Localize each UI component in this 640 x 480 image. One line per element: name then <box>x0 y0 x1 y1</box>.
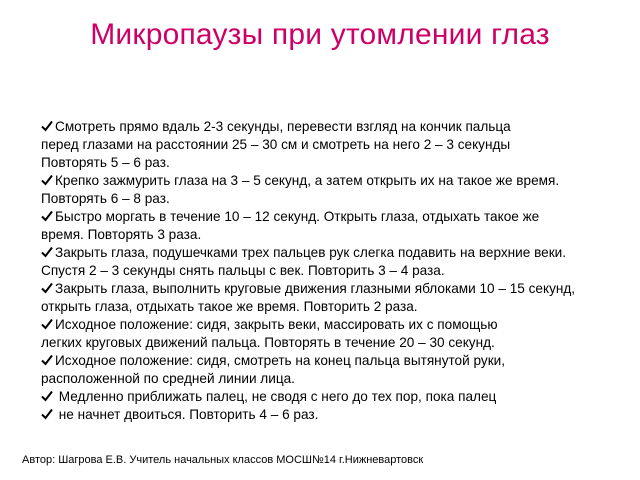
check-mark-icon <box>41 246 53 258</box>
check-mark-icon <box>41 318 53 330</box>
author-credit: Автор: Шагрова Е.В. Учитель начальных классов МОСШ№14 г.Нижневартовск <box>22 454 424 466</box>
exercise-1-line-2: перед глазами на расстоянии 25 – 30 см и смотреть на него 2 – 3 секунды <box>41 137 511 152</box>
exercise-item-9 <box>41 406 636 424</box>
exercise-item-2 <box>41 172 636 208</box>
exercise-item-4 <box>41 244 636 280</box>
check-mark-icon <box>41 174 53 186</box>
check-mark-icon <box>41 210 53 222</box>
exercise-list <box>41 118 636 424</box>
exercise-1-line-3: Повторять 5 – 6 раз. <box>41 155 170 170</box>
exercise-4-line-1: Закрыть глаза, подушечками трех пальцев рук слегка подавить на верхние веки. <box>55 245 567 260</box>
exercise-1-line-1: Смотреть прямо вдаль 2-3 секунды, перевести взгляд на кончик пальца <box>55 119 511 134</box>
check-mark-icon <box>41 354 53 366</box>
exercise-item-5 <box>41 280 636 316</box>
exercise-6-line-1: Исходное положение: сидя, закрыть веки, массировать их с помощью <box>55 317 498 332</box>
exercise-8-line-1: Медленно приближать палец, не сводя с него до тех пор, пока палец <box>55 389 497 404</box>
exercise-6-line-2: легких круговых движений пальца. Повторять в течение 20 – 30 секунд. <box>41 335 495 350</box>
exercise-5-line-2: открыть глаза, отдыхать такое же время. Повторить 2 раза. <box>41 299 418 314</box>
check-mark-icon <box>41 282 53 294</box>
check-mark-icon <box>41 408 53 420</box>
exercise-item-3 <box>41 208 636 244</box>
exercise-7-line-1: Исходное положение: сидя, смотреть на конец пальца вытянутой руки, <box>55 353 506 368</box>
exercise-5-line-1: Закрыть глаза, выполнить круговые движения глазными яблоками 10 – 15 секунд, <box>55 281 576 296</box>
exercise-4-line-2: Спустя 2 – 3 секунды снять пальцы с век. Повторить 3 – 4 раза. <box>41 263 445 278</box>
exercise-item-7 <box>41 352 636 388</box>
exercise-item-8 <box>41 388 636 406</box>
check-mark-icon <box>41 120 53 132</box>
check-mark-icon <box>41 390 53 402</box>
exercise-7-line-2: расположенной по средней линии лица. <box>41 371 295 386</box>
slide-title: Микропаузы при утомлении глаз <box>90 18 550 51</box>
exercise-9-line-1: не начнет двоиться. Повторить 4 – 6 раз. <box>55 407 319 422</box>
exercise-3-line-1: Быстро моргать в течение 10 – 12 секунд. Открыть глаза, отдыхать такое же <box>55 209 540 224</box>
exercise-item-6 <box>41 316 636 352</box>
exercise-2-line-1: Крепко зажмурить глаза на 3 – 5 секунд, а затем открыть их на такое же время. <box>55 173 560 188</box>
exercise-item-1 <box>41 118 636 172</box>
exercise-2-line-2: Повторять 6 – 8 раз. <box>41 191 170 206</box>
exercise-3-line-2: время. Повторять 3 раза. <box>41 227 202 242</box>
